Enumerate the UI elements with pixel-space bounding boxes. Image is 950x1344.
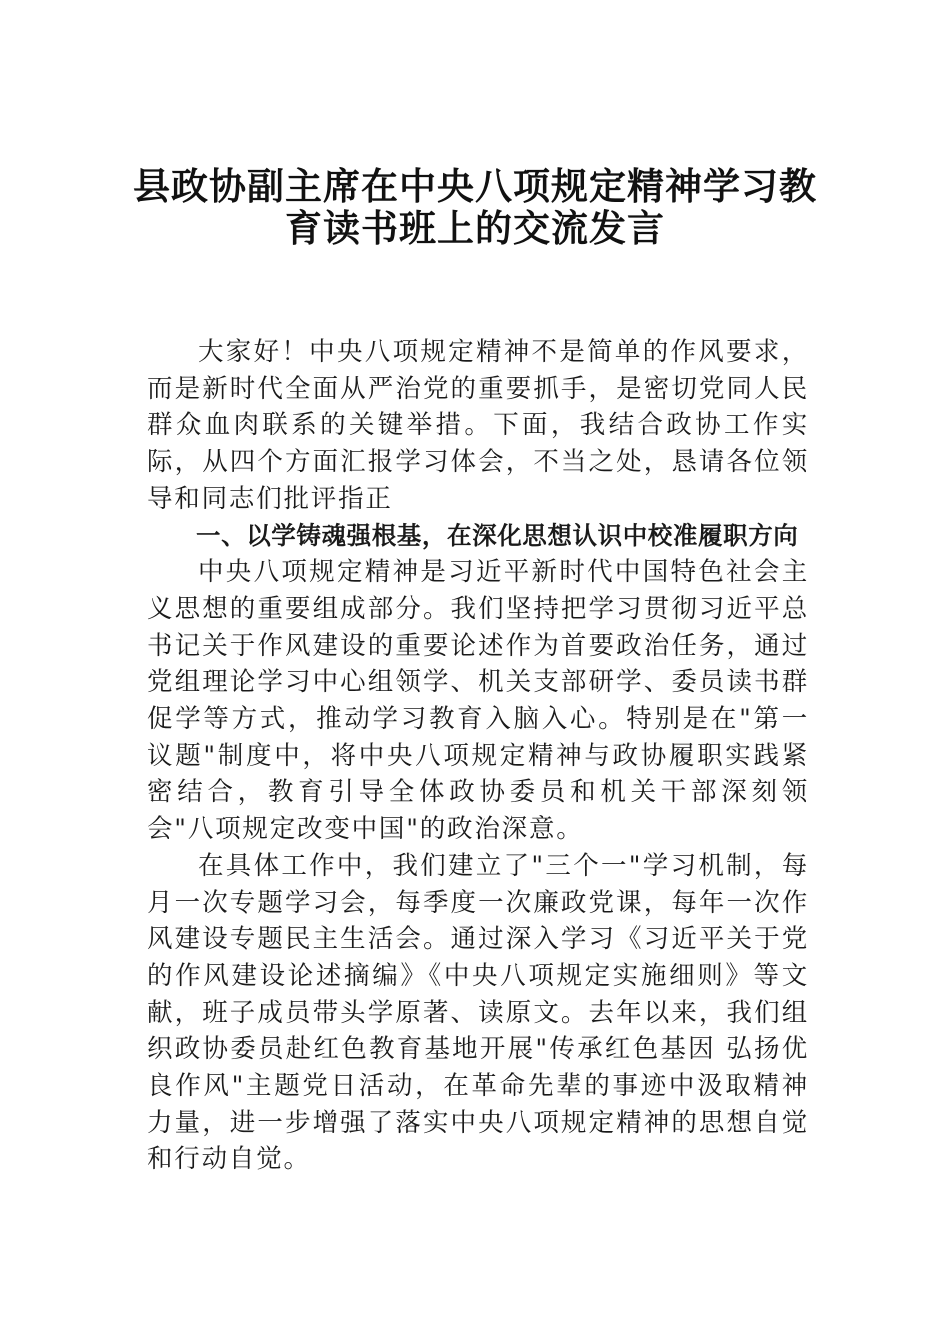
intro-paragraph: 大家好！中央八项规定精神不是简单的作风要求，而是新时代全面从严治党的重要抓手，是密切党同人民群众血肉联系的关键举措。下面，我结合政协工作实际，从四个方面汇报学习体会，不当之处，恳请各位领导和同志们批评指正: [147, 337, 809, 514]
body-paragraph-2: 在具体工作中，我们建立了"三个一"学习机制，每月一次专题学习会，每季度一次廉政党课，每年一次作风建设专题民主生活会。通过深入学习《习近平关于党的作风建设论述摘编》《中央八项规定实施细则》等文献，班子成员带头学原著、读原文。去年以来，我们组织政协委员赴红色教育基地开展"传承红色基因 弘扬优良作风"主题党日活动，在革命先辈的事迹中汲取精神力量，进一步增强了落实中央八项规定精神的思想自觉和行动自觉。: [147, 850, 809, 1175]
document-title-line-1: 县政协副主席在中央八项规定精神学习教: [133, 164, 817, 208]
body-paragraph-1: 中央八项规定精神是习近平新时代中国特色社会主义思想的重要组成部分。我们坚持把学习贯彻习近平总书记关于作风建设的重要论述作为首要政治任务，通过党组理论学习中心组领学、机关支部研学、委员读书群促学等方式，推动学习教育入脑入心。特别是在"第一议题"制度中，将中央八项规定精神与政协履职实践紧密结合，教育引导全体政协委员和机关干部深刻领会"八项规定改变中国"的政治深意。: [147, 557, 809, 845]
document-body: [147, 334, 809, 1178]
document-title-line-2: 育读书班上的交流发言: [285, 206, 665, 250]
section-heading-1: 一、以学铸魂强根基，在深化思想认识中校准履职方向: [196, 520, 799, 550]
